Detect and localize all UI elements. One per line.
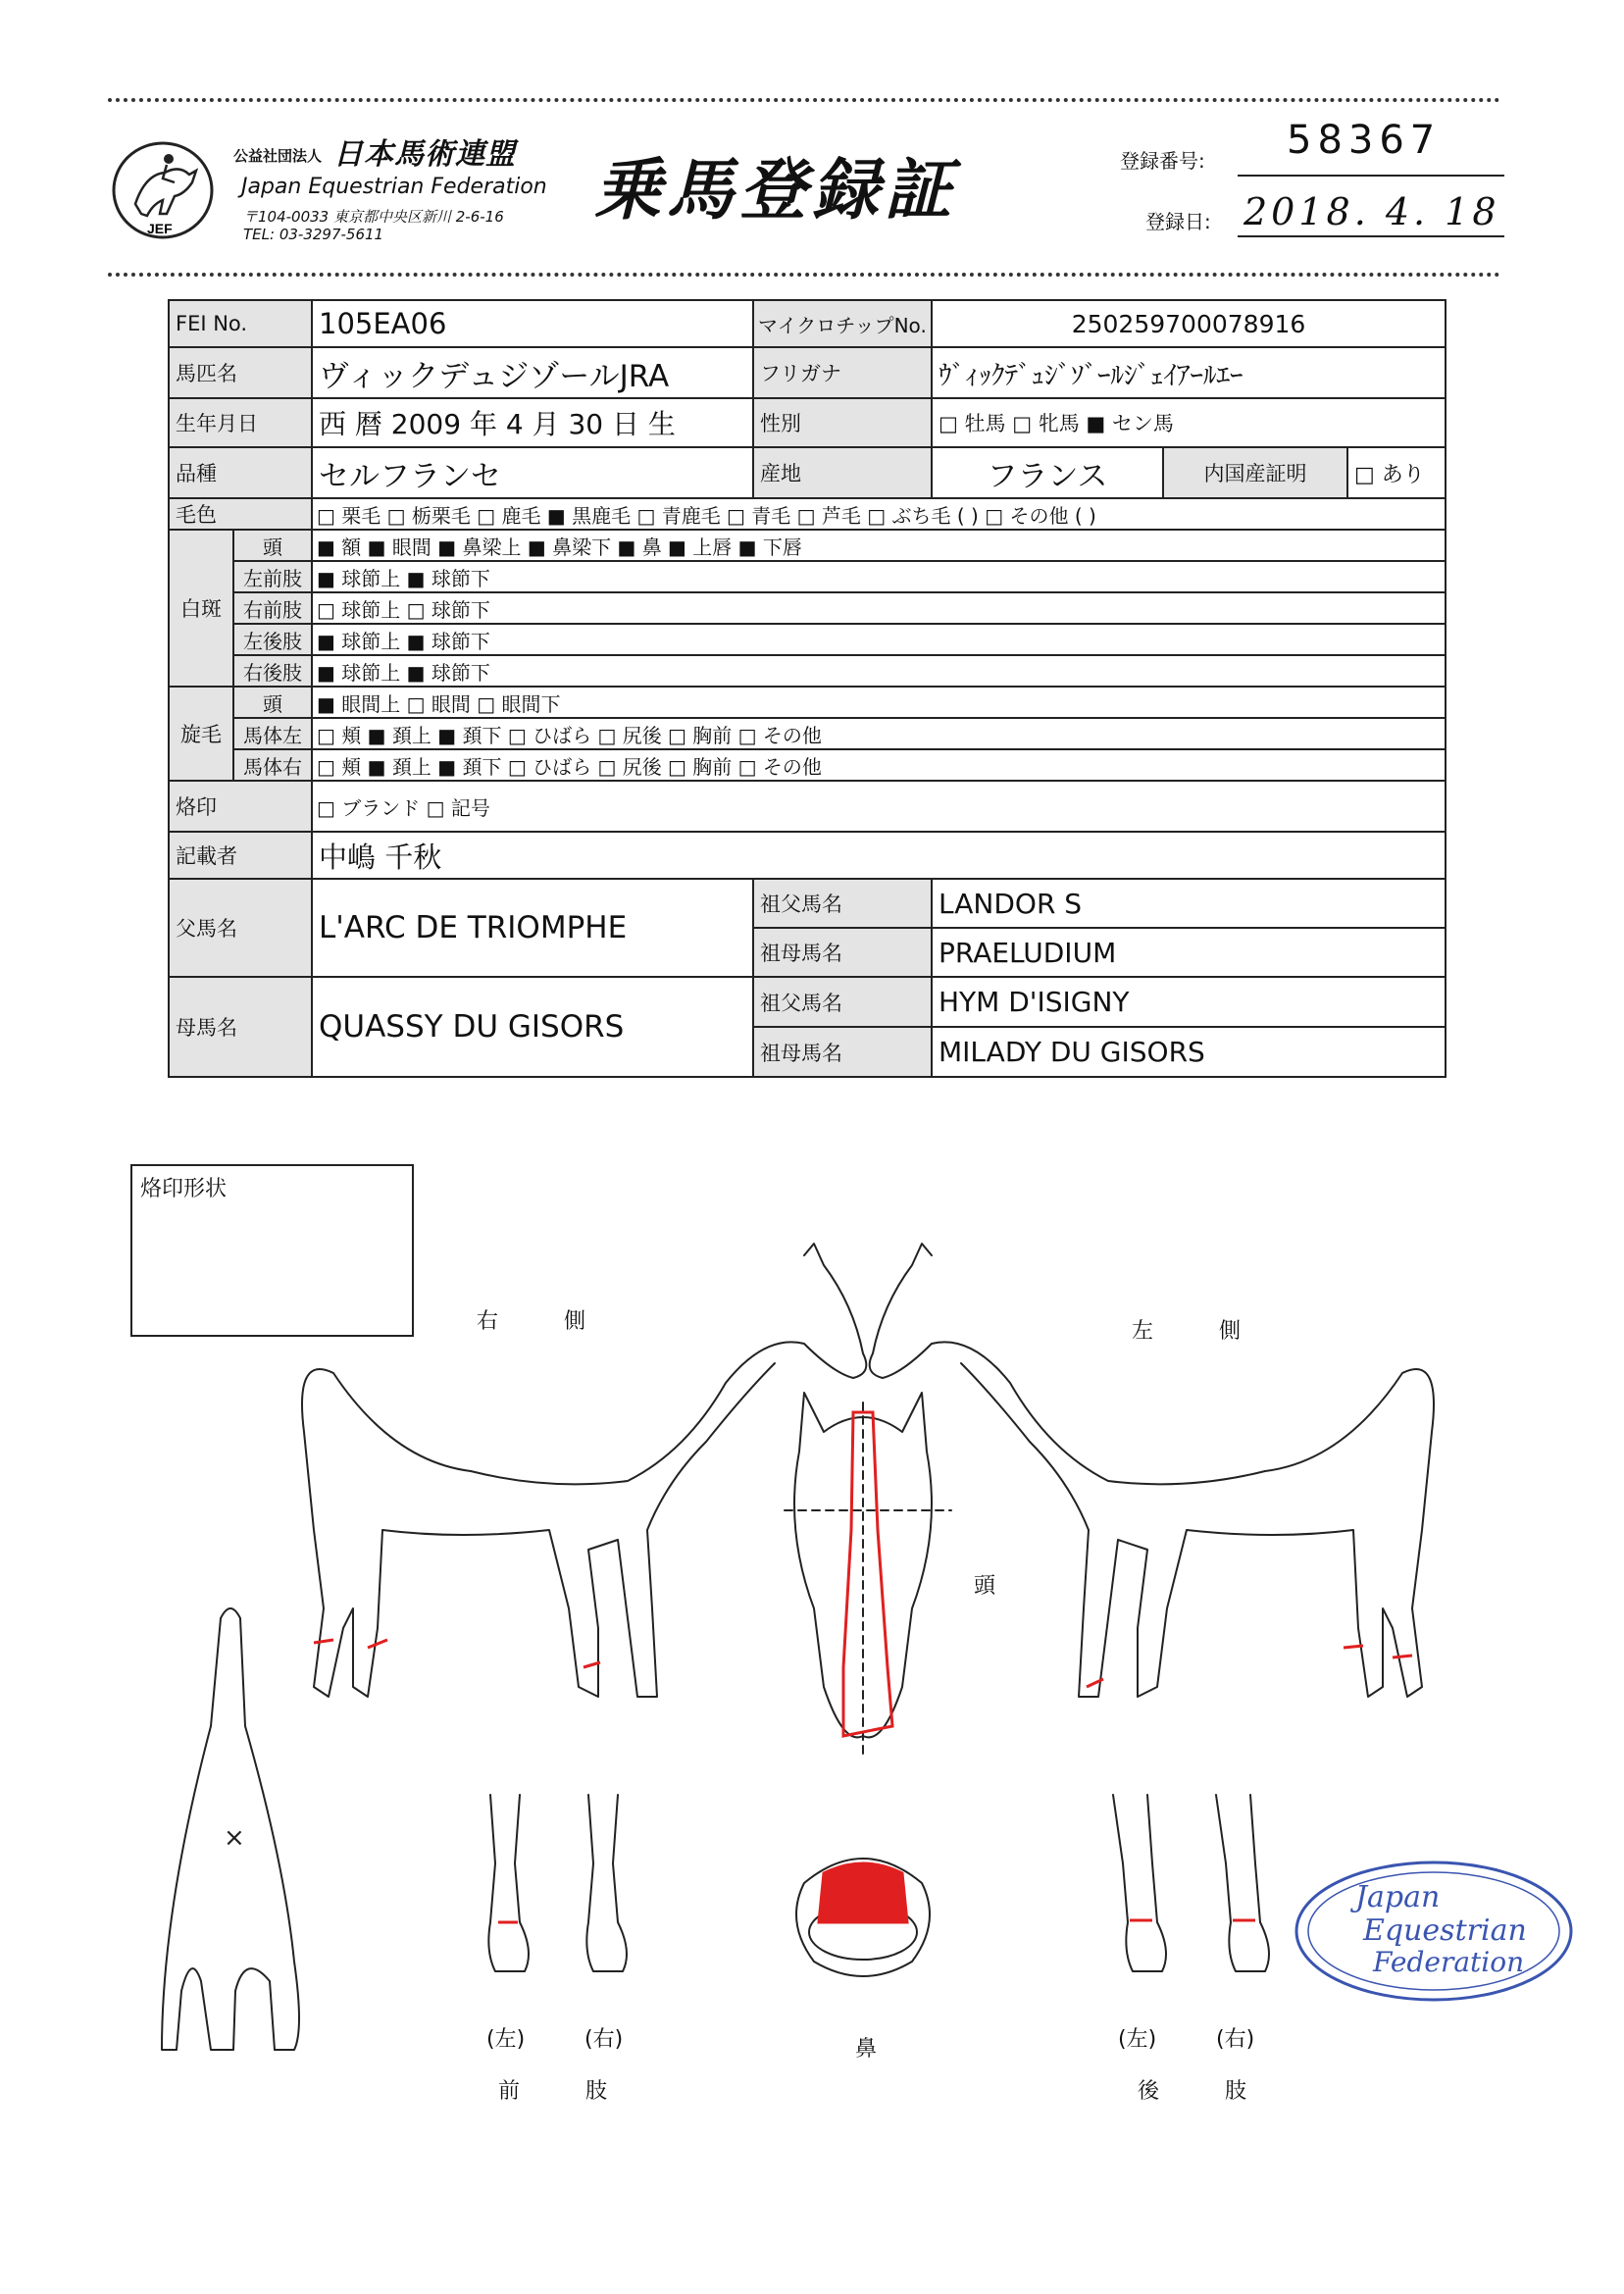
horse-left-side — [870, 1244, 1434, 1697]
domestic-label: 内国産証明 — [1163, 447, 1347, 498]
name-value: ヴィックデュジゾールJRA — [312, 347, 753, 398]
whorl-part-head: 頭 — [233, 687, 312, 718]
white-label: 白斑 — [169, 530, 233, 687]
kana-value: ｳﾞｨｯｸﾃﾞｭｼﾞｿﾞｰﾙｼﾞｪｲｱｰﾙｴｰ — [932, 347, 1446, 398]
marking-ls-hl — [1344, 1646, 1363, 1648]
seal-line2: Equestrian — [1363, 1913, 1527, 1948]
chip-value: 250259700078916 — [932, 300, 1446, 347]
org-address: 〒104-0033 東京都中央区新川 2-6-16 — [243, 208, 504, 226]
sire-gs-label: 祖父馬名 — [753, 879, 932, 928]
hind-left-label: (左) — [1118, 2027, 1157, 2052]
brand-label: 烙印 — [169, 781, 312, 832]
origin-value: フランス — [932, 447, 1163, 498]
whorl-value-head: ■ 眼間上 □ 眼間 □ 眼間下 — [312, 687, 1446, 718]
white-value-rf: □ 球節上 □ 球節下 — [312, 592, 1446, 624]
white-part-rh: 右後肢 — [233, 655, 312, 687]
fore-label: 前 肢 — [498, 2079, 636, 2104]
jef-seal — [1287, 1856, 1581, 2008]
dob-label: 生年月日 — [169, 398, 312, 447]
marking-ls-hr — [1393, 1656, 1412, 1657]
marking-rs-hl — [368, 1640, 387, 1648]
dob-value: 西 暦 2009 年 4 月 30 日 生 — [312, 398, 753, 447]
hind-right-label: (右) — [1216, 2027, 1255, 2052]
fei-label: FEI No. — [169, 300, 312, 347]
right-side-label: 右 側 — [477, 1309, 615, 1334]
whorl-mark: × — [224, 1823, 245, 1853]
origin-label: 産地 — [753, 447, 932, 498]
white-part-lf: 左前肢 — [233, 561, 312, 592]
reg-no-label: 登録番号: — [1120, 149, 1205, 173]
brand-shape-label: 烙印形状 — [140, 1177, 228, 1201]
nose-label: 鼻 — [855, 2037, 878, 2062]
left-side-label: 左 側 — [1132, 1319, 1270, 1344]
hind-label: 後 肢 — [1138, 2079, 1276, 2104]
sex-value: □ 牡馬 □ 牝馬 ■ セン馬 — [932, 398, 1446, 447]
whorl-value-left: □ 頬 ■ 頚上 ■ 頚下 □ ひばら □ 尻後 □ 胸前 □ その他 — [312, 718, 1446, 749]
white-part-head: 頭 — [233, 530, 312, 561]
seal-line1: Japan — [1355, 1880, 1441, 1914]
hind-left-leg — [1113, 1795, 1166, 1971]
breed-label: 品種 — [169, 447, 312, 498]
whorl-label: 旋毛 — [169, 687, 233, 781]
chip-label: マイクロチップNo. — [753, 300, 932, 347]
seal-line3: Federation — [1373, 1946, 1525, 1978]
brand-value: □ ブランド □ 記号 — [312, 781, 1446, 832]
dam-label: 母馬名 — [169, 977, 312, 1077]
whorl-value-right: □ 頬 ■ 頚上 ■ 頚下 □ ひばら □ 尻後 □ 胸前 □ その他 — [312, 749, 1446, 781]
org-name-en: Japan Equestrian Federation — [241, 175, 547, 199]
page-title: 乗馬登録証 — [594, 152, 958, 229]
white-value-lf: ■ 球節上 ■ 球節下 — [312, 561, 1446, 592]
fore-left-leg — [488, 1795, 529, 1971]
reg-date-value: 2018. 4. 18 — [1243, 190, 1500, 233]
coat-label: 毛色 — [169, 498, 312, 530]
sex-label: 性別 — [753, 398, 932, 447]
head-label: 頭 — [974, 1574, 996, 1599]
jef-logo-text: JEF — [147, 221, 173, 236]
white-value-rh: ■ 球節上 ■ 球節下 — [312, 655, 1446, 687]
white-part-rf: 右前肢 — [233, 592, 312, 624]
sire-gd-label: 祖母馬名 — [753, 928, 932, 977]
sire-label: 父馬名 — [169, 879, 312, 977]
sire-gd-value: PRAELUDIUM — [932, 928, 1446, 977]
hind-right-leg — [1216, 1795, 1269, 1971]
org-name-jp: 日本馬術連盟 — [333, 137, 516, 172]
fore-right-leg — [586, 1795, 627, 1971]
org-tel: TEL: 03-3297-5611 — [243, 226, 384, 243]
dam-gd-label: 祖母馬名 — [753, 1027, 932, 1077]
dam-value: QUASSY DU GISORS — [312, 977, 753, 1077]
breed-value: セルフランセ — [312, 447, 753, 498]
sire-value: L'ARC DE TRIOMPHE — [312, 879, 753, 977]
fore-left-label: (左) — [486, 2027, 526, 2052]
dam-gs-value: HYM D'ISIGNY — [932, 977, 1446, 1027]
marking-nose-fill — [819, 1863, 907, 1922]
name-label: 馬匹名 — [169, 347, 312, 398]
whorl-part-right: 馬体右 — [233, 749, 312, 781]
marking-blaze — [843, 1412, 892, 1736]
fei-value: 105EA06 — [312, 300, 753, 347]
org-small: 公益社団法人 — [233, 147, 323, 165]
marking-rs-fl — [314, 1640, 333, 1643]
writer-value: 中嶋 千秋 — [312, 832, 1446, 879]
white-value-lh: ■ 球節上 ■ 球節下 — [312, 624, 1446, 655]
sire-gs-value: LANDOR S — [932, 879, 1446, 928]
dam-gd-value: MILADY DU GISORS — [932, 1027, 1446, 1077]
reg-date-label: 登録日: — [1145, 210, 1211, 233]
coat-value: □ 栗毛 □ 栃栗毛 □ 鹿毛 ■ 黒鹿毛 □ 青鹿毛 □ 青毛 □ 芦毛 □ ぶち毛 ( ) □ その他 ( ) — [312, 498, 1446, 530]
white-part-lh: 左後肢 — [233, 624, 312, 655]
fore-right-label: (右) — [584, 2027, 624, 2052]
writer-label: 記載者 — [169, 832, 312, 879]
domestic-value: □ あり — [1347, 447, 1446, 498]
white-value-head: ■ 額 ■ 眼間 ■ 鼻梁上 ■ 鼻梁下 ■ 鼻 ■ 上唇 ■ 下唇 — [312, 530, 1446, 561]
whorl-part-left: 馬体左 — [233, 718, 312, 749]
reg-no-value: 58367 — [1287, 118, 1442, 163]
kana-label: フリガナ — [753, 347, 932, 398]
dam-gs-label: 祖父馬名 — [753, 977, 932, 1027]
horse-right-side — [302, 1244, 866, 1697]
